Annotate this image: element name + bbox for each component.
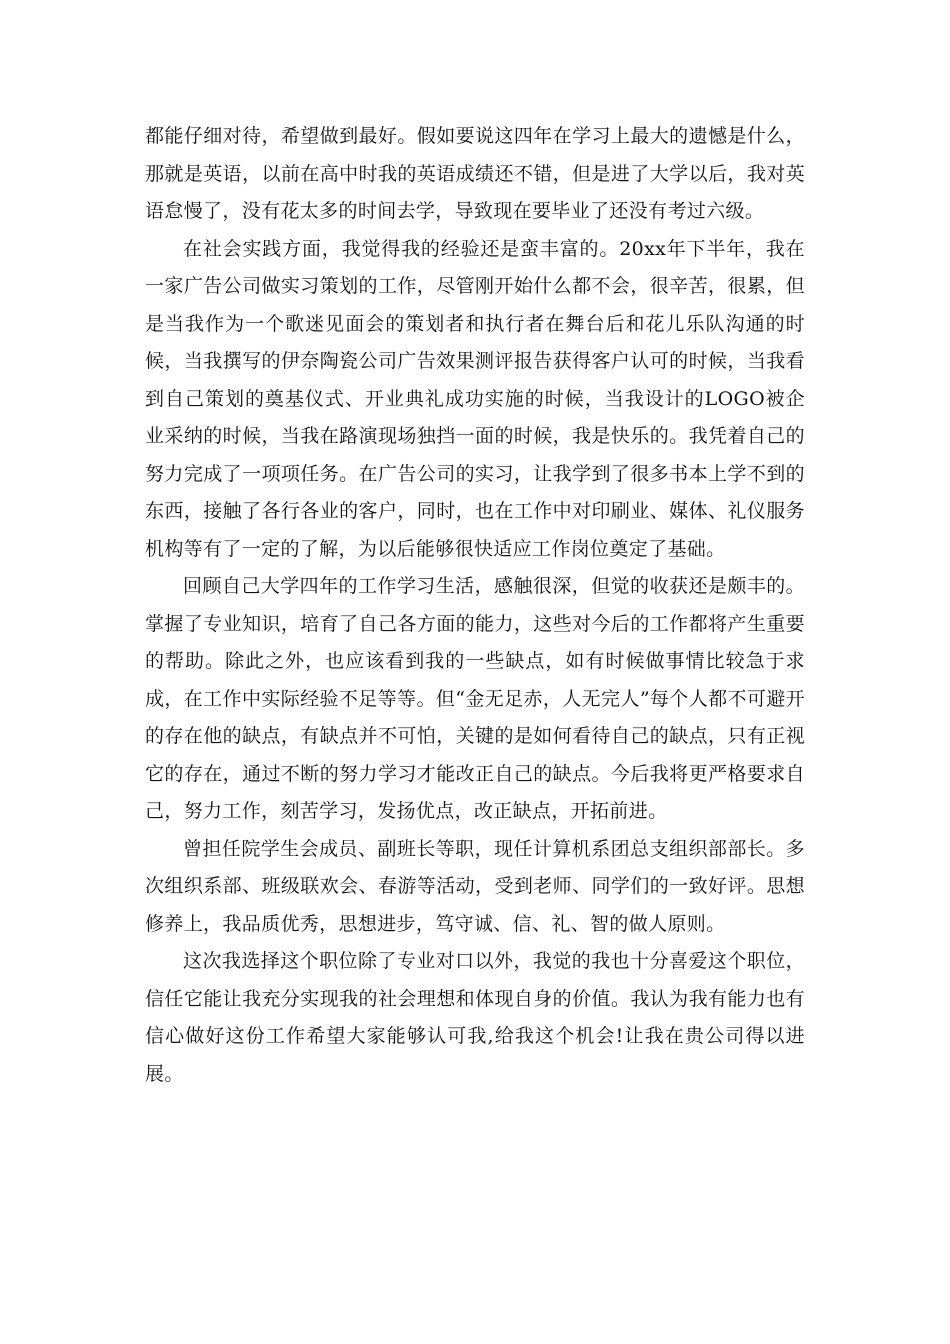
paragraph-2: 在社会实践方面，我觉得我的经验还是蛮丰富的。20xx年下半年，我在一家广告公司做实习策划的工作，尽管刚开始什么都不会，很辛苦，很累，但是当我作为一个歌迷见面会的策划者和执行者在舞台后和花儿乐队沟通的时候，当我撰写的伊奈陶瓷公司广告效果测评报告获得客户认可的时候，当我看到自己策划的奠基仪式、开业典礼成功实施的时候，当我设计的LOGO被企业采纳的时候，当我在路演现场独挡一面的时候，我是快乐的。我凭着自己的努力完成了一项项任务。在广告公司的实习，让我学到了很多书本上学不到的东西，接触了各行各业的客户，同时，也在工作中对印刷业、媒体、礼仪服务机构等有了一定的了解，为以后能够很快适应工作岗位奠定了基础。 [145, 237, 805, 560]
paragraph-5: 这次我选择这个职位除了专业对口以外，我觉的我也十分喜爱这个职位，信任它能让我充分实现我的社会理想和体现自身的价值。我认为我有能力也有信心做好这份工作希望大家能够认可我,给我这个机会!让我在贵公司得以进展。 [145, 950, 805, 1085]
paragraph-4: 曾担任院学生会成员、副班长等职，现任计算机系团总支组织部部长。多次组织系部、班级联欢会、春游等活动，受到老师、同学们的一致好评。思想修养上，我品质优秀，思想进步，笃守诚、信、礼、智的做人原则。 [145, 837, 805, 935]
document-body [145, 118, 805, 1093]
paragraph-3: 回顾自己大学四年的工作学习生活，感触很深，但觉的收获还是颇丰的。掌握了专业知识，培育了自己各方面的能力，这些对今后的工作都将产生重要的帮助。除此之外，也应该看到我的一些缺点，如有时候做事情比较急于求成，在工作中实际经验不足等等。但“金无足赤，人无完人”每个人都不可避开的存在他的缺点，有缺点并不可怕，关键的是如何看待自己的缺点，只有正视它的存在，通过不断的努力学习才能改正自己的缺点。今后我将更严格要求自己，努力工作，刻苦学习，发扬优点，改正缺点，开拓前进。 [145, 575, 805, 822]
paragraph-1: 都能仔细对待，希望做到最好。假如要说这四年在学习上最大的遗憾是什么，那就是英语，以前在高中时我的英语成绩还不错，但是进了大学以后，我对英语怠慢了，没有花太多的时间去学，导致现在要毕业了还没有考过六级。 [145, 125, 805, 222]
